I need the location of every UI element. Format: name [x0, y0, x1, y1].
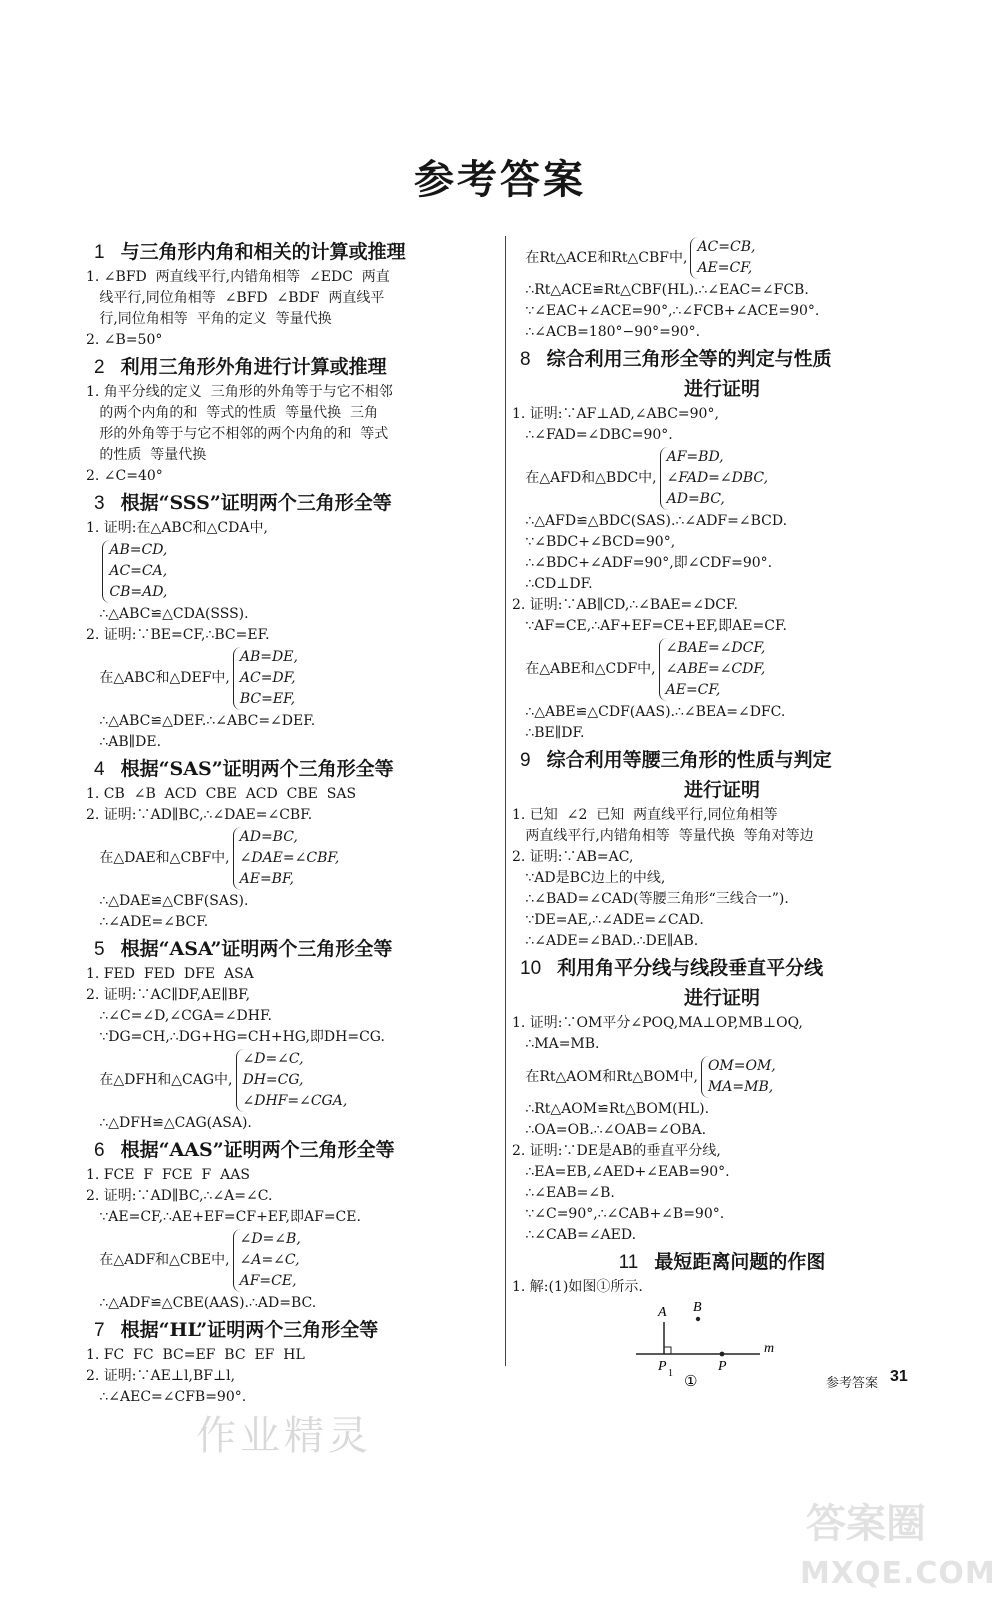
answer-line: ∵DG=CH,∴DG+HG=CH+HG,即DH=CG. [86, 1029, 385, 1045]
footer-label: 参考答案 [826, 1376, 879, 1391]
section-title-text: 最短距离问题的作图 [654, 1251, 826, 1273]
section-heading [86, 354, 496, 381]
answer-line: ∴∠ADE=∠BAD.∴DE∥AB. [512, 933, 699, 949]
brace-system [233, 1229, 301, 1292]
point-p [720, 1352, 725, 1357]
brace-system [233, 827, 340, 890]
answer-line: ∴△ABE≌△CDF(AAS).∴∠BEA=∠DFC. [512, 704, 786, 720]
brace-group [86, 1049, 496, 1112]
answer-line: ∵AF=CE,∴AF+EF=CE+EF,即AE=CF. [512, 618, 787, 634]
section-title-text: 综合利用三角形全等的判定与性质 [546, 348, 832, 370]
brace-line: ∠BAE=∠DCF, [665, 640, 766, 656]
answer-line: 1. FC FC BC=EF BC EF HL [86, 1347, 305, 1363]
answer-line: 行,同位角相等 平角的定义 等量代换 [86, 311, 332, 327]
label-p1: P [658, 1359, 667, 1374]
answer-line: ∴∠EAB=∠B. [512, 1185, 615, 1201]
answer-line: 1. 证明:∵OM平分∠POQ,MA⊥OP,MB⊥OQ, [512, 1015, 803, 1031]
figure-caption: ① [684, 1372, 698, 1388]
answer-line: ∵∠EAC+∠ACE=90°,∴∠FCB+∠ACE=90°. [512, 303, 820, 319]
brace-line: BC=EF, [239, 691, 296, 707]
label-p1-sub: 1 [668, 1368, 673, 1379]
answer-line: 形的外角等于与它不相邻的两个内角的和 等式 [86, 426, 389, 442]
answer-line: ∴∠AEC=∠CFB=90°. [86, 1389, 247, 1405]
watermark-url: MXQE.COM [800, 1556, 996, 1591]
brace-line: AD=BC, [239, 829, 298, 845]
section-heading-continued: 进行证明 [683, 987, 760, 1009]
answer-line: 1. ∠BFD 两直线平行,内错角相等 ∠EDC 两直 [86, 269, 390, 285]
brace-lead-text [86, 561, 99, 582]
brace-system [236, 1049, 348, 1112]
section-heading [512, 1249, 924, 1276]
answer-line: 1. 角平分线的定义 三角形的外角等于与它不相邻 [86, 384, 393, 400]
section-title-text: 根据“SSS”证明两个三角形全等 [120, 492, 392, 514]
answer-line: ∵∠BDC+∠BCD=90°, [512, 534, 676, 550]
label-a: A [658, 1305, 667, 1320]
section-title-text: 利用三角形外角进行计算或推理 [120, 356, 387, 378]
answer-line: ∴∠C=∠D,∠CGA=∠DHF. [86, 1008, 272, 1024]
section-title-text: 根据“AAS”证明两个三角形全等 [120, 1139, 395, 1161]
answer-line: 1. 证明:∵AF⊥AD,∠ABC=90°, [512, 406, 719, 422]
section-number: 5 [94, 939, 105, 960]
answer-line: 2. 证明:∵AD∥BC,∴∠A=∠C. [86, 1188, 273, 1204]
brace-line: CB=AD, [109, 584, 168, 600]
brace-group [86, 540, 496, 603]
brace-lead-text: 在△ABE和△CDF中, [512, 661, 656, 677]
section-heading [86, 1137, 496, 1164]
section-heading [86, 1317, 496, 1344]
section-heading-continued: 进行证明 [683, 779, 760, 801]
brace-system [233, 647, 298, 710]
answer-line: 2. 证明:∵AB∥CD,∴∠BAE=∠DCF. [512, 597, 738, 613]
answer-line: ∴∠BDC+∠ADF=90°,即∠CDF=90°. [512, 555, 773, 571]
answer-line: 1. 已知 ∠2 已知 两直线平行,同位角相等 [512, 807, 778, 823]
answer-line: 1. FED FED DFE ASA [86, 966, 254, 982]
answer-line: 线平行,同位角相等 ∠BFD ∠BDF 两直线平 [86, 290, 385, 306]
answer-line: ∴△ABC≌△CDA(SSS). [86, 606, 249, 622]
brace-line: ∠ABE=∠CDF, [665, 661, 766, 677]
brace-system [690, 237, 755, 279]
watermark-logo-text: 答案圈 [806, 1501, 926, 1547]
brace-group [512, 1056, 924, 1098]
answer-line: ∴CD⊥DF. [512, 576, 593, 592]
brace-line: DH=CG, [242, 1072, 304, 1088]
section-title-text: 与三角形内角和相关的计算或推理 [120, 241, 406, 263]
brace-line: AC=CB, [697, 239, 756, 255]
section-heading [86, 936, 496, 963]
answer-line: 2. ∠C=40° [86, 468, 163, 484]
brace-lead-text: 在Rt△ACE和Rt△CBF中, [512, 249, 688, 266]
brace-group [512, 447, 924, 510]
label-b: B [693, 1302, 702, 1315]
answer-line: 2. 证明:∵BE=CF,∴BC=EF. [86, 627, 270, 643]
answer-line: ∴△ABC≌△DEF.∴∠ABC=∠DEF. [86, 713, 316, 729]
brace-lead-text: 在△DAE和△CBF中, [86, 850, 230, 866]
answer-line: 2. 证明:∵AE⊥l,BF⊥l, [86, 1368, 236, 1384]
answer-line: ∴△DFH≌△CAG(ASA). [86, 1115, 252, 1131]
brace-line: AE=CF, [665, 682, 721, 698]
shortest-path-diagram [632, 1302, 782, 1388]
section-number: 8 [520, 349, 531, 370]
answer-line: ∴△DAE≌△CBF(SAS). [86, 893, 249, 909]
brace-system [660, 447, 768, 510]
section-heading [512, 346, 924, 373]
answer-line: ∴EA=EB,∠AED+∠EAB=90°. [512, 1164, 730, 1180]
answer-line: ∴△ADF≌△CBE(AAS).∴AD=BC. [86, 1295, 317, 1311]
answer-line: ∴Rt△AOM≌Rt△BOM(HL). [512, 1101, 710, 1117]
brace-line: AE=BF, [239, 871, 294, 887]
brace-group [86, 1229, 496, 1292]
answer-line: 的性质 等量代换 [86, 447, 207, 463]
answer-line: 两直线平行,内错角相等 等量代换 等角对等边 [512, 828, 814, 844]
answer-line: ∴AB∥DE. [86, 734, 162, 750]
section-number: 11 [618, 1252, 639, 1273]
brace-line: AB=CD, [109, 542, 168, 558]
brace-line: AF=BD, [666, 449, 724, 465]
section-heading [86, 490, 496, 517]
section-number: 7 [94, 1320, 105, 1341]
answer-line: ∴∠CAB=∠AED. [512, 1227, 637, 1243]
answer-line: ∴∠ADE=∠BCF. [86, 914, 209, 930]
section-title-text: 根据“HL”证明两个三角形全等 [120, 1319, 379, 1341]
answer-line: ∴∠FAD=∠DBC=90°. [512, 427, 673, 443]
section-number: 10 [520, 958, 542, 979]
brace-group [86, 827, 496, 890]
brace-system [102, 540, 167, 603]
answer-line: ∴BE∥DF. [512, 725, 585, 741]
brace-line: MA=MB, [707, 1079, 774, 1095]
answer-line: ∴OA=OB.∴∠OAB=∠OBA. [512, 1122, 707, 1138]
section-title-text: 根据“ASA”证明两个三角形全等 [120, 938, 393, 960]
answer-line: ∴Rt△ACE≌Rt△CBF(HL).∴∠EAC=∠FCB. [512, 282, 809, 298]
brace-group [86, 647, 496, 710]
section-number: 6 [94, 1140, 105, 1161]
brace-line: AB=DE, [239, 649, 298, 665]
brace-group [512, 237, 924, 279]
brace-line: ∠D=∠C, [242, 1051, 304, 1067]
answer-line: 2. 证明:∵DE是AB的垂直平分线, [512, 1143, 721, 1159]
label-m: m [764, 1341, 775, 1356]
answer-line: 2. 证明:∵AD∥BC,∴∠DAE=∠CBF. [86, 807, 313, 823]
brace-system [701, 1056, 776, 1098]
brace-lead-text: 在△AFD和△BDC中, [512, 470, 657, 486]
answer-line: 1. CB ∠B ACD CBE ACD CBE SAS [86, 786, 357, 802]
section-number: 2 [94, 357, 105, 378]
right-column [512, 236, 924, 1388]
column-divider [505, 236, 506, 1366]
brace-line: AE=CF, [697, 260, 753, 276]
brace-line: AC=DF, [239, 670, 296, 686]
brace-lead-text: 在△DFH和△CAG中, [86, 1072, 233, 1088]
page-number: 31 [890, 1368, 908, 1385]
brace-line: ∠DHF=∠CGA, [242, 1093, 348, 1109]
brace-system [659, 638, 766, 701]
section-number: 9 [520, 750, 531, 771]
section-heading [512, 955, 924, 982]
answer-line: ∴∠ACB=180°−90°=90°. [512, 324, 701, 340]
section-title-text: 综合利用等腰三角形的性质与判定 [546, 749, 832, 771]
brace-line: ∠DAE=∠CBF, [239, 850, 340, 866]
answer-line: 的两个内角的和 等式的性质 等量代换 三角 [86, 405, 379, 421]
answer-line: ∵AE=CF,∴AE+EF=CF+EF,即AF=CE. [86, 1209, 361, 1225]
section-heading-continued: 进行证明 [683, 378, 760, 400]
answer-line: ∴△AFD≌△BDC(SAS).∴∠ADF=∠BCD. [512, 513, 788, 529]
brace-line: OM=OM, [707, 1058, 776, 1074]
brace-line: AD=BC, [666, 491, 725, 507]
brace-lead-text: 在△ADF和△CBE中, [86, 1252, 230, 1268]
section-number: 1 [94, 242, 105, 263]
right-angle-mark [664, 1347, 671, 1354]
page-title: 参考答案 [414, 156, 586, 203]
section-number: 4 [94, 759, 105, 780]
answer-line: ∵AD是BC边上的中线, [512, 870, 666, 886]
brace-line: AC=CA, [109, 563, 168, 579]
answer-line: 1. 证明:在△ABC和△CDA中, [86, 520, 268, 536]
brace-line: ∠A=∠C, [239, 1252, 300, 1268]
left-column [86, 236, 496, 1408]
brace-line: AF=CE, [239, 1273, 297, 1289]
answer-line: 2. 证明:∵AB=AC, [512, 849, 634, 865]
answer-line: 1. FCE F FCE F AAS [86, 1167, 250, 1183]
answer-line: ∵DE=AE,∴∠ADE=∠CAD. [512, 912, 704, 928]
section-title-text: 利用角平分线与线段垂直平分线 [557, 957, 824, 979]
answer-line: ∴MA=MB. [512, 1036, 600, 1052]
label-p: P [718, 1359, 727, 1374]
section-heading [86, 756, 496, 783]
section-title-text: 根据“SAS”证明两个三角形全等 [120, 758, 394, 780]
brace-lead-text: 在Rt△AOM和Rt△BOM中, [512, 1068, 698, 1085]
answer-line: ∵∠C=90°,∴∠CAB+∠B=90°. [512, 1206, 725, 1222]
brace-group [512, 638, 924, 701]
section-heading [512, 747, 924, 774]
answer-line: 2. 证明:∵AC∥DF,AE∥BF, [86, 987, 251, 1003]
section-number: 3 [94, 493, 105, 514]
point-b [696, 1317, 700, 1321]
answer-line: 2. ∠B=50° [86, 332, 163, 348]
answer-line: ∴∠BAD=∠CAD(等腰三角形“三线合一”). [512, 891, 789, 907]
watermark-text: 作业精灵 [196, 1413, 372, 1459]
section-heading [86, 239, 496, 266]
brace-lead-text: 在△ABC和△DEF中, [86, 670, 230, 686]
brace-line: ∠D=∠B, [239, 1231, 301, 1247]
answer-line: 1. 解:(1)如图①所示. [512, 1279, 643, 1295]
brace-line: ∠FAD=∠DBC, [666, 470, 769, 486]
